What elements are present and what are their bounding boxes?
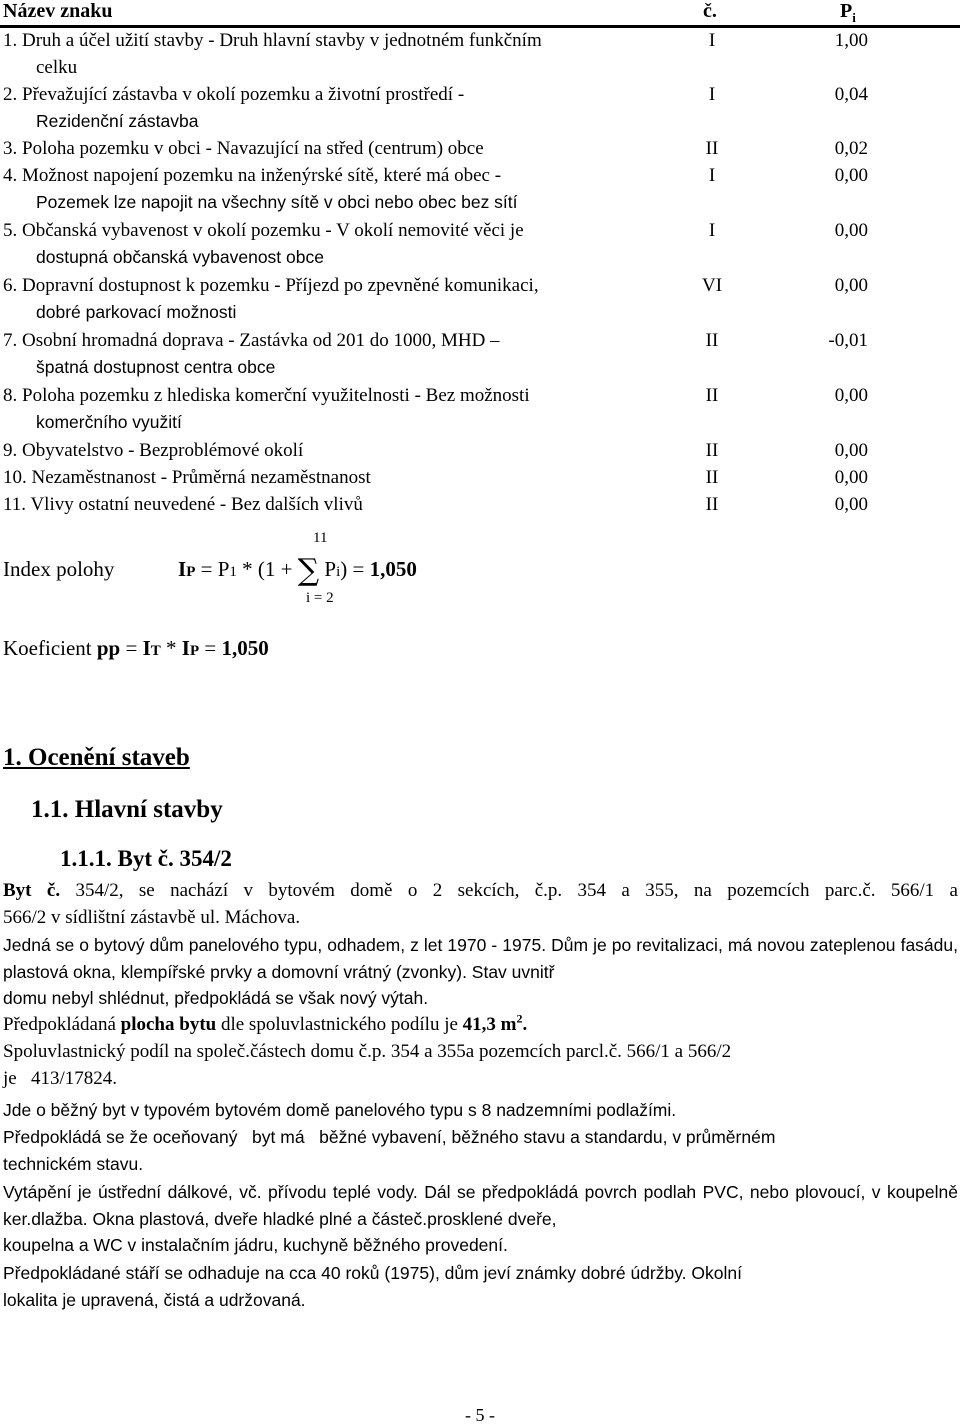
- para-text: Vytápění je ústřední dálkové, vč. přívodu teplé vody. Dál se předpokládá povrch podlah PVC, nebo plovoucí, v koupelně ker.dlažba. Okna plastová, dveře hladké plné a částeč.prosklené dveře,: [3, 1182, 958, 1229]
- para-text: je 413/17824.: [3, 1067, 117, 1089]
- row-text: 9. Obyvatelstvo - Bezproblémové okolí: [3, 440, 304, 461]
- paragraph-dum: [3, 932, 958, 1012]
- para-text: 354/2, se nachází v bytovém domě o 2 sekcích, č.p. 354 a 355, na pozemcích parc.č. 566/1 a: [60, 880, 958, 901]
- formula-label: Index polohy: [3, 557, 115, 581]
- row-value: 0,04: [834, 84, 868, 105]
- row-text: 5. Občanská vybavenost v okolí pozemku - V okolí nemovité věci je: [3, 220, 524, 241]
- koeficient-line: Koeficient pp = IT * IP = 1,050: [3, 636, 269, 660]
- row-value: 0,00: [834, 165, 868, 186]
- paragraph-stari: [3, 1260, 958, 1313]
- row-value: 0,00: [834, 467, 868, 488]
- row-value: 0,00: [834, 494, 868, 515]
- koeficient-label: Koeficient: [3, 636, 92, 660]
- index-polohy-formula: [0, 530, 960, 610]
- heading-hlavni-stavby: 1.1. Hlavní stavby: [31, 796, 223, 823]
- row-text: 4. Možnost napojení pozemku na inženýrské sítě, které má obec -: [3, 165, 502, 186]
- row-category: II: [705, 385, 719, 406]
- row-category: II: [705, 330, 719, 351]
- row-text-cont: Pozemek lze napojit na všechny sítě v obci nebo obec bez sítí: [36, 192, 518, 212]
- col-header-name: Název znaku: [3, 0, 113, 22]
- row-value: 0,00: [834, 275, 868, 296]
- row-category: I: [708, 220, 716, 241]
- para-bold: Byt č.: [3, 880, 61, 901]
- row-category: II: [705, 440, 719, 461]
- para-text: lokalita je upravená, čistá a udržovaná.: [3, 1289, 306, 1310]
- pi-subscript: i: [852, 10, 856, 25]
- plocha-label: plocha bytu: [120, 1014, 217, 1035]
- formula-expression: IP = P1 * (1 + ∑ Pi) = 1,050: [178, 553, 417, 588]
- para-text: 566/2 v sídlištní zástavbě ul. Máchova.: [3, 906, 301, 928]
- row-text-cont: Rezidenční zástavba: [36, 111, 199, 131]
- para-text: technickém stavu.: [3, 1153, 144, 1174]
- paragraph-podil: [3, 1039, 958, 1092]
- heading-byt: 1.1.1. Byt č. 354/2: [60, 846, 232, 871]
- sum-lower-limit: i = 2: [306, 590, 334, 606]
- row-text: 11. Vlivy ostatní neuvedené - Bez dalších vlivů: [3, 494, 363, 515]
- row-text: 6. Dopravní dostupnost k pozemku - Příjezd po zpevněné komunikaci,: [3, 275, 539, 296]
- row-text: 8. Poloha pozemku z hlediska komerční využitelnosti - Bez možnosti: [3, 385, 530, 406]
- para-text: Spoluvlastnický podíl na společ.částech domu č.p. 354 a 355a pozemcích parcl.č. 566/1 a 566/2: [3, 1041, 732, 1062]
- paragraph-byt-typ: [3, 1097, 958, 1124]
- row-category: VI: [701, 275, 723, 296]
- para-text: domu nebyl shlédnut, předpokládá se však nový výtah.: [3, 988, 429, 1008]
- para-text: Předpokládaná: [3, 1014, 121, 1035]
- sum-upper-limit: 11: [313, 530, 328, 546]
- paragraph-plocha: [3, 1012, 958, 1039]
- row-text: 7. Osobní hromadná doprava - Zastávka od 201 do 1000, MHD –: [3, 330, 500, 351]
- para-text: Jde o běžný byt v typovém bytovém domě panelového typu s 8 nadzemními podlažími.: [3, 1100, 677, 1120]
- formula-result: 1,050: [369, 557, 417, 581]
- row-text-cont: komerčního využití: [36, 412, 182, 432]
- koeficient-result: 1,050: [221, 636, 269, 660]
- para-text: koupelna a WC v instalačním jádru, kuchyně běžného provedení.: [3, 1235, 508, 1255]
- paragraph-vybaveni: [3, 1124, 958, 1177]
- col-header-number: č.: [703, 0, 717, 22]
- row-category: II: [705, 467, 719, 488]
- row-category: I: [708, 30, 716, 51]
- sigma-icon: ∑: [297, 553, 320, 588]
- row-text-cont: celku: [36, 57, 78, 78]
- row-value: 0,00: [834, 220, 868, 241]
- table-header: [0, 0, 960, 26]
- para-text: Předpokládané stáří se odhaduje na cca 40 roků (1975), dům jeví známky dobré údržby. Okolní: [3, 1263, 742, 1283]
- page-number: - 5 -: [465, 1405, 495, 1425]
- col-header-pi: $P_i$: [840, 0, 856, 25]
- para-text: Předpokládá se že oceňovaný byt má běžné vybavení, běžného stavu a standardu, v průměrném: [3, 1127, 776, 1147]
- row-text-cont: dostupná občanská vybavenost obce: [36, 247, 324, 267]
- row-category: II: [705, 138, 719, 159]
- row-category: I: [708, 165, 716, 186]
- row-value: 0,02: [834, 138, 868, 159]
- para-text: Jedná se o bytový dům panelového typu, odhadem, z let 1970 - 1975. Dům je po revitalizaci, má novou zateplenou fasádu, plastová okna, klempířské prvky a domovní vrátný (zvonky). Stav uvnitř: [3, 935, 958, 982]
- para-text: dle spoluvlastnického podílu je: [216, 1014, 463, 1035]
- paragraph-byt: [3, 878, 958, 931]
- plocha-value: 41,3 m: [462, 1014, 517, 1035]
- row-category: I: [708, 84, 716, 105]
- row-category: II: [705, 494, 719, 515]
- row-text: 10. Nezaměstnanost - Průměrná nezaměstnanost: [3, 467, 371, 488]
- plocha-sup: 2: [516, 1011, 523, 1026]
- row-text: 1. Druh a účel užití stavby - Druh hlavní stavby v jednotném funkčním: [3, 30, 542, 51]
- row-text: 3. Poloha pozemku v obci - Navazující na střed (centrum) obce: [3, 138, 484, 159]
- row-text: 2. Převažující zástavba v okolí pozemku a životní prostředí -: [3, 84, 465, 105]
- row-text-cont: špatná dostupnost centra obce: [36, 357, 276, 377]
- row-value: -0,01: [828, 330, 868, 351]
- row-text-cont: dobré parkovací možnosti: [36, 302, 237, 322]
- row-value: 0,00: [834, 385, 868, 406]
- heading-oceneni-staveb: 1. Ocenění staveb: [3, 744, 190, 771]
- row-value: 0,00: [834, 440, 868, 461]
- para-dot: .: [522, 1014, 528, 1035]
- row-value: 1,00: [834, 30, 868, 51]
- paragraph-vytapeni: [3, 1179, 958, 1259]
